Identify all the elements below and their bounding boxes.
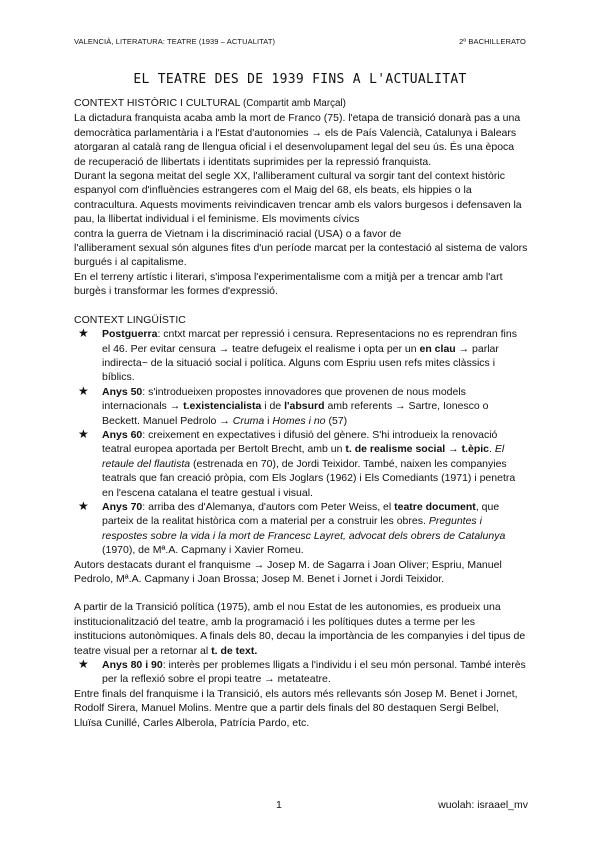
bullet-label: Postguerra [102,328,158,341]
bullet-text: : cntxt marcat per repressió i censura. Representacions no es reprendran fins el 46. Per evitar censura → teatre defugeix el realisme i opta per un [102,328,517,355]
bullet-anys-50 [74,385,528,428]
paragraph-autors: Autors destacats durant el franquisme → Josep M. de Sagarra i Joan Oliver; Espriu, Manuel Pedrolo, Mª.A. Capmany i Joan Brossa; Josep M. Benet i Jornet i Jordi Teixidor. [74,558,502,585]
page-title: EL TEATRE DES DE 1939 FINS A L'ACTUALITAT [133,72,467,87]
page-number: 1 [276,799,282,811]
paragraph-historic-2: Durant la segona meitat del segle XX, l'alliberament cultural va sorgir tant del context històric espanyol com d'influències estrangeres com el Maig del 68, els beats, els hippies o la contracultura. Aquests moviments reivindicaven trencar amb els valors burgesos i defensaven la pau, la llibertat individual i el feminisme. Els moviments cívics [74,170,522,226]
work-title: Homes i no [272,414,326,427]
bullet-text: → parlar indirecta~ de la situació social i política. Alguns com Espriu usen refs mites clàssics i bíblics. [102,342,499,384]
star-icon: ★ [78,326,89,341]
transicio-bullet-list [74,658,528,687]
bold-term: t. de realisme social [345,443,446,456]
bullet-text: : interès per problemes lligats a l'individu i el seu món personal. També interès per la reflexió sobre el propi teatre → metateatre. [102,659,526,686]
star-icon: ★ [78,498,89,513]
bullet-text: (57) [325,414,348,427]
linguistic-bullet-list [74,327,528,558]
bullet-label: Anys 60 [102,428,143,441]
heading-historic-note: (Compartit amb Marçal) [243,98,346,109]
section-heading-historic [74,96,528,111]
bullet-text: : s'introdueixen propostes innovadores que provenen de nous models internacionals → [102,385,466,413]
paragraph-text: A partir de la Transició política (1975), amb el nou Estat de les autonomies, es produeix una institucionalització del teatre, amb la programació i les polítiques dutes a terme per les institucions autonòmiques. A finals dels 80, decau la importància de les companyies i del tipus de teatre visual per a retornar al [74,601,526,657]
work-title: Preguntes i respostes sobre la vida i la mort de Francesc Layret, advocat dels obrers de Catalunya [102,515,506,542]
bullet-text: → [445,443,462,456]
section-heading-linguistic: CONTEXT LINGÜÍSTIC [74,313,186,326]
bullet-label: Anys 80 i 90 [102,659,163,672]
bullet-text: i de [261,400,285,413]
bullet-anys-80-90 [74,658,528,687]
bold-term: t. de text. [211,644,258,657]
paragraph-final: Entre finals del franquisme i la Transició, els autors més rellevants són Josep M. Benet i Jornet, Rodolf Sirera, Manuel Molins. Mentre que a partir dels finals del 80 destaquen Sergi Belbel, Lluïsa Cunillé, Carles Alberola, Patrícia Pardo, etc. [74,687,518,729]
star-icon: ★ [78,383,89,398]
paragraph-historic-3: contra la guerra de Vietnam i la discriminació racial (USA) o a favor de [74,227,402,240]
bullet-text: , que parteix de la realitat històrica com a material per a construir les obres. [102,500,500,528]
work-title: Cruma [232,414,265,427]
bold-term: t.èpic [461,443,489,456]
bullet-text: : arriba des d'Alemanya, d'autors com Peter Weiss, el [142,500,395,513]
bullet-text: : creixement en expectatives i difusió del gènere. S'hi introdueix la renovació teatral europea aportada per Bertolt Brecht, amb un [102,428,498,456]
bullet-anys-60 [74,428,528,500]
bullet-label: Anys 70 [102,500,143,513]
bullet-text: i [264,414,273,427]
bullet-postguerra [74,327,528,385]
bullet-anys-70 [74,500,528,558]
footer-source: wuolah: israael_mv [438,799,528,811]
bold-term: l'absurd [284,400,325,413]
paragraph-historic-5: En el terreny artístic i literari, s'imposa l'experimentalisme com a mitjà per a trencar amb l'art burgès i transformar les formes d'expressió. [74,270,503,298]
bullet-label: Anys 50 [102,385,143,398]
bullet-text: (1970), de Mª.A. Capmany i Xavier Romeu. [102,544,304,557]
bold-term: t.existencialista [183,400,262,413]
work-title: El retaule del flautista [102,443,505,470]
bold-term: en clau [419,342,456,355]
paragraph-historic-1: La dictadura franquista acaba amb la mort de Franco (75). l'etapa de transició donarà pas a una democràtica parlamentària i a l'Estat d'autonomies → els de País Valencià, Catalunya i Balears atorgaran al català rang de llengua oficial i el desenvolupament legal del seu ús. És una època de recuperació de llibertats i identitats suprimides per la repressió franquista. [74,112,521,168]
bullet-text: . [489,443,495,456]
bullet-text: amb referents → Sartre, Ionesco o Beckett. Manuel Pedrolo → [102,400,489,427]
heading-historic-text: CONTEXT HISTÒRIC I CULTURAL [74,97,241,109]
paragraph-historic-4: l'alliberament sexual són algunes fites d'un període marcat per la contestació al sistema de valors burgués i al capitalisme. [74,242,528,269]
star-icon: ★ [78,657,89,672]
header-right: 2º BACHILLERATO [459,37,526,46]
bullet-text: (estrenada en 70), de Jordi Teixidor. També, naixen les companyies teatrals que fan creació pròpia, com Els Joglars (1962) i Els Comediants (1971) i penetra en l'escena catalana el teatre gestual i visual. [102,457,516,499]
bold-term: teatre document [394,500,476,513]
paragraph-transicio [74,600,528,658]
header-left: VALENCIÀ, LITERATURA: TEATRE (1939 – ACTUALITAT) [74,37,276,46]
document-body [74,96,528,730]
star-icon: ★ [78,426,89,441]
